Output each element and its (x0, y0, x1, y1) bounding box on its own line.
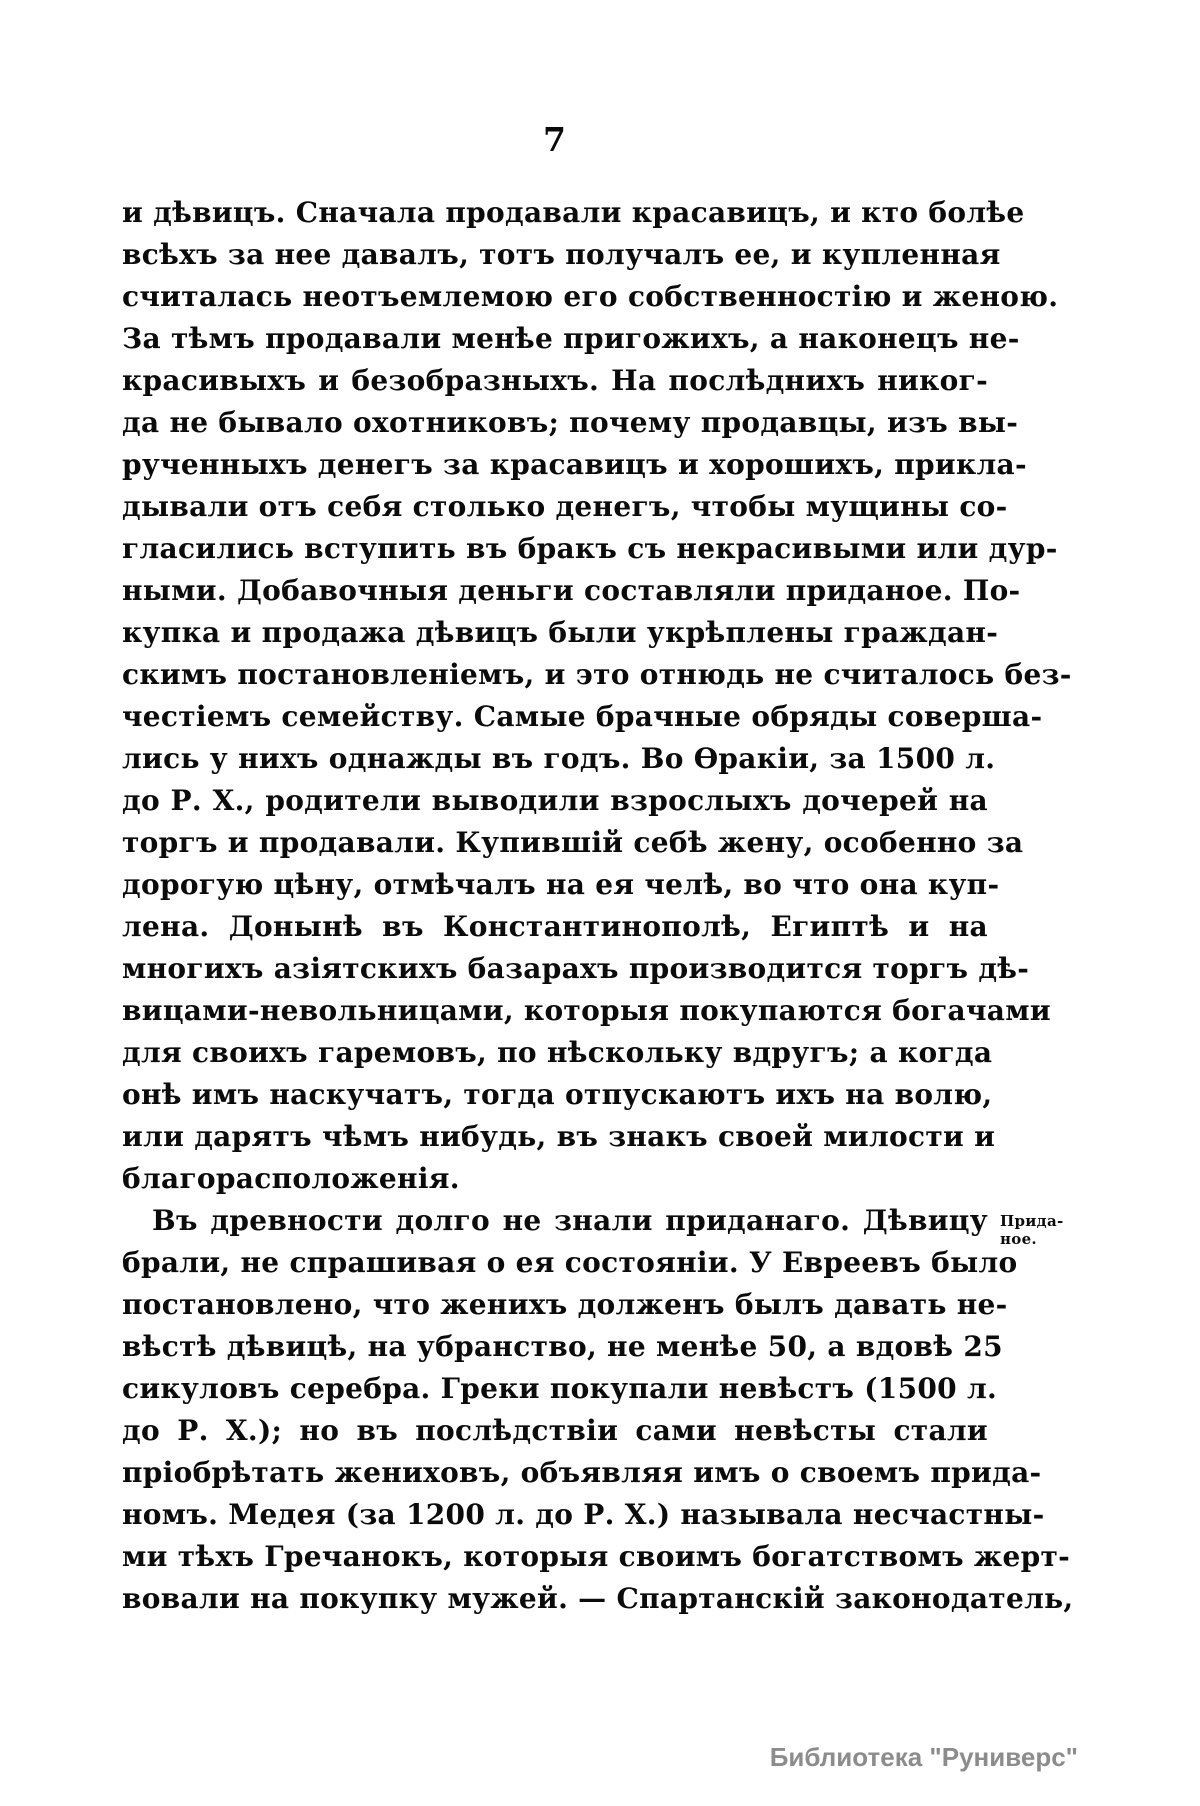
margin-note (1000, 1212, 1110, 1248)
body-text-line: честіемъ семейству. Самые брачные обряды соверша- (122, 700, 1043, 733)
body-text-line: вѣстѣ дѣвицѣ, на убранство, не менѣе 50, а вдовѣ 25 (122, 1330, 1003, 1363)
body-text-line: номъ. Медея (за 1200 л. до Р. Х.) называла несчастны- (122, 1498, 1045, 1531)
body-text-block (122, 192, 1074, 1620)
body-text-line: торгъ и продавали. Купившій себѣ жену, особенно за (122, 826, 1024, 859)
margin-note-line: Прида- (1000, 1212, 1064, 1230)
body-text-line: для своихъ гаремовъ, по нѣскольку вдругъ; а когда (122, 1036, 993, 1069)
body-text-line: лена. Донынѣ въ Константинополѣ, Египтѣ и на (122, 910, 988, 943)
body-text-line: купка и продажа дѣвицъ были укрѣплены граждан- (122, 616, 999, 649)
body-text-line: дывали отъ себя столько денегъ, чтобы мущины со- (122, 490, 1008, 523)
body-text-line: вовали на покупку мужей. — Спартанскій законодатель, (122, 1582, 1074, 1615)
body-text-line: и дѣвицъ. Сначала продавали красавицъ, и кто болѣе (122, 196, 1025, 229)
body-text-line: пріобрѣтать жениховъ, объявляя имъ о своемъ прида- (122, 1456, 1042, 1489)
body-text-line: постановлено, что женихъ долженъ былъ давать не- (122, 1288, 1008, 1321)
body-text-line: онѣ имъ наскучатъ, тогда отпускаютъ ихъ на волю, (122, 1078, 993, 1111)
body-text-line: гласились вступить въ бракъ съ некрасивыми или дур- (122, 532, 1058, 565)
body-text-line: дорогую цѣну, отмѣчалъ на ея челѣ, во что она куп- (122, 868, 1000, 901)
body-text-line: Въ древности долго не знали приданаго. Дѣвицу (152, 1204, 988, 1237)
body-text-line: до Р. Х., родители выводили взрослыхъ дочерей на (122, 784, 988, 817)
body-text-line: до Р. Х.); но въ послѣдствіи сами невѣсты стали (122, 1414, 988, 1447)
body-text-line: да не бывало охотниковъ; почему продавцы, изъ вы- (122, 406, 1019, 439)
body-text-line: За тѣмъ продавали менѣе пригожихъ, а наконецъ не- (122, 322, 1020, 355)
body-text-line: или дарятъ чѣмъ нибудь, въ знакъ своей милости и (122, 1120, 996, 1153)
body-text-line: сикуловъ серебра. Греки покупали невѣстъ (1500 л. (122, 1372, 998, 1405)
margin-note-line: ное. (1000, 1230, 1037, 1248)
watermark: Библиотека "Руниверс" (769, 1742, 1078, 1772)
body-text-line: красивыхъ и безобразныхъ. На послѣднихъ никог- (122, 364, 988, 397)
body-text-line: многихъ азіятскихъ базарахъ производится торгъ дѣ- (122, 952, 1030, 985)
body-text-line: рученныхъ денегъ за красавицъ и хорошихъ, прикла- (122, 448, 1027, 481)
body-text-line: считалась неотъемлемою его собственностію и женою. (122, 280, 1059, 313)
body-text-line: лись у нихъ однажды въ годъ. Во Ѳракіи, за 1500 л. (122, 742, 996, 775)
page-number: 7 (543, 120, 567, 159)
body-text-line: вицами-невольницами, которыя покупаются богачами (122, 994, 1051, 1027)
body-text-line: брали, не спрашивая о ея состояніи. У Евреевъ было (122, 1246, 1018, 1279)
body-text-line: благорасположенія. (122, 1162, 460, 1195)
body-text-line: скимъ постановленіемъ, и это отнюдь не считалось без- (122, 658, 1072, 691)
body-text-line: всѣхъ за нее давалъ, тотъ получалъ ее, и купленная (122, 238, 1001, 271)
body-text-line: ными. Добавочныя деньги составляли приданое. По- (122, 574, 1021, 607)
body-text-line: ми тѣхъ Гречанокъ, которыя своимъ богатствомъ жерт- (122, 1540, 1071, 1573)
